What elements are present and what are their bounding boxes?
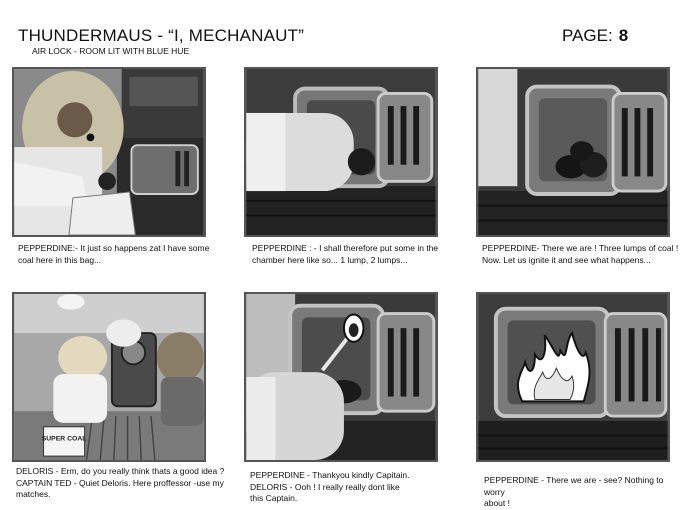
caption-line: Now. Let us ignite it and see what happens... [482,254,651,265]
caption-line: PEPPERDINE - Thankyou kindly Capitain. [250,470,410,480]
bears-and-robot-illustration [14,294,204,460]
caption-line: PEPPERDINE- There we are ! Three lumps of coal ! [482,243,679,253]
caption-line: CAPTAIN TED - Quiet Deloris. Here proffessor -use my [16,477,224,488]
caption-line: DELORIS - Ooh ! I really really dont like [250,481,400,492]
panel-4-image [12,292,206,462]
caption-line: this Captain. [250,493,298,503]
caption-line: chamber here like so... 1 lump, 2 lumps... [252,254,408,265]
burning-coal-fire-illustration [478,294,668,460]
caption-line: coal here in this bag... [18,254,102,265]
panel-1-image [12,67,206,237]
caption-line: PEPPERDINE - There we are - see? Nothing to worry [484,475,664,497]
scene-description: AIR LOCK - ROOM LIT WITH BLUE HUE [32,46,190,56]
caption-line: matches. [16,489,51,499]
page-indicator [562,26,628,46]
lit-match-illustration [246,294,436,460]
three-coal-lumps-illustration [478,69,668,235]
panel-3-image [476,67,670,237]
panel-3-caption [482,243,680,266]
coal-box-label: SUPER COAL [41,435,87,443]
panel-2-image [244,67,438,237]
panel-1-caption [18,243,218,266]
caption-line: about ! [484,498,510,508]
panel-5-caption [250,470,450,505]
coal-into-chamber-illustration [246,69,436,235]
page-number: 8 [618,26,629,45]
caption-line: PEPPERDINE : - I shall therefore put some in the [252,243,439,253]
panel-6-caption [484,475,680,510]
bear-with-coal-bag-illustration [14,69,204,235]
panel-2-caption [252,243,452,266]
caption-line: DELORIS - Erm, do you really think thats a good idea ? [16,466,225,476]
caption-line: PEPPERDINE:- It just so happens zat I have some [18,243,210,253]
panel-4-caption [16,466,226,501]
comic-title: THUNDERMAUS - “I, MECHANAUT” [18,26,305,45]
panel-6-image [476,292,670,462]
panel-5-image [244,292,438,462]
page-label: PAGE: [562,26,613,45]
